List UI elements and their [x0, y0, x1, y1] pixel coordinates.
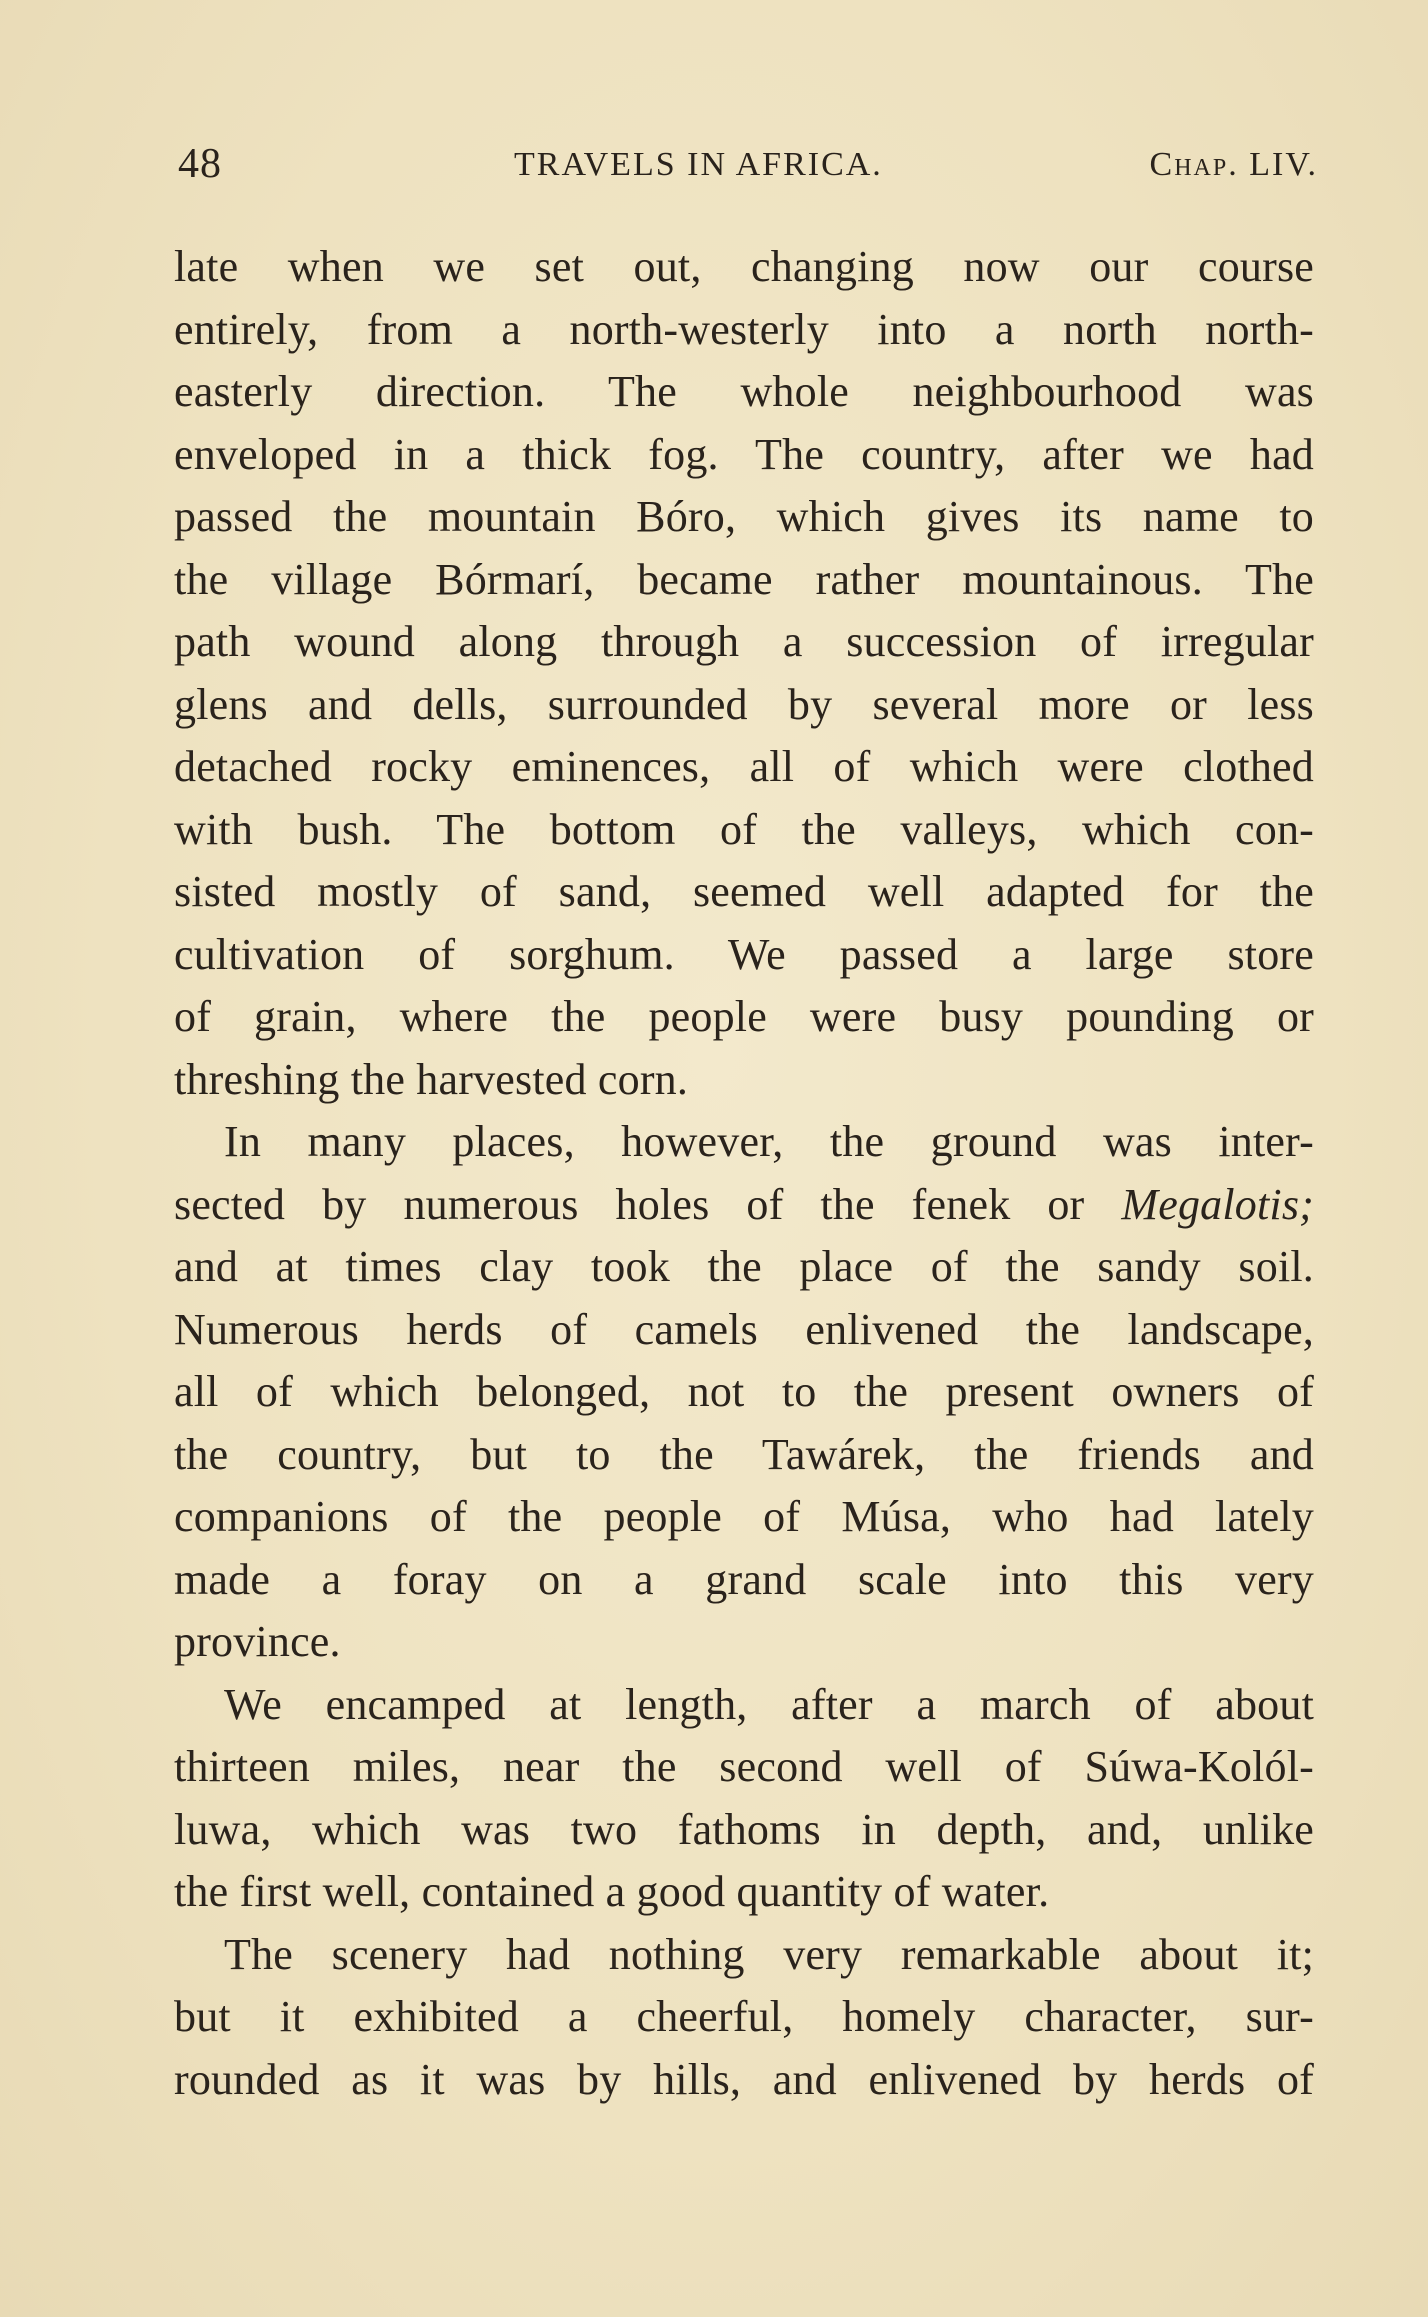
body-text	[174, 236, 1314, 2111]
chapter-label: Chap. LIV.	[1149, 146, 1318, 183]
text-line: all of which belonged, not to the present owners of	[174, 1367, 1314, 1416]
text-line: In many places, however, the ground was inter-	[224, 1117, 1314, 1166]
text-line: We encamped at length, after a march of about	[224, 1679, 1314, 1729]
text-line: enveloped in a thick fog. The country, after we had	[174, 429, 1314, 479]
text-line: rounded as it was by hills, and enlivened by herds of	[174, 2054, 1314, 2104]
text-line: cultivation of sorghum. We passed a large store	[174, 929, 1314, 979]
text-line: province.	[174, 1617, 341, 1666]
text-line: and at times clay took the place of the sandy soil.	[174, 1242, 1314, 1291]
italic-term: Megalotis;	[1121, 1179, 1314, 1229]
text-line: Numerous herds of camels enlivened the landscape,	[174, 1304, 1314, 1354]
text-line: passed the mountain Bóro, which gives its name to	[174, 492, 1314, 541]
text-line: of grain, where the people were busy pounding or	[174, 992, 1314, 1041]
text-line: sisted mostly of sand, seemed well adapted for the	[174, 867, 1314, 916]
running-head	[178, 140, 1318, 190]
text-line: late when we set out, changing now our course	[174, 242, 1314, 291]
text-line: the first well, contained a good quantity of water.	[174, 1867, 1050, 1916]
text-line: companions of the people of Músa, who had lately	[174, 1492, 1314, 1541]
text-line: made a foray on a grand scale into this very	[174, 1554, 1314, 1604]
text-line: path wound along through a succession of irregular	[174, 617, 1314, 666]
text-line: the village Bórmarí, became rather mountainous. The	[174, 554, 1314, 604]
text-line: The scenery had nothing very remarkable about it;	[224, 1929, 1314, 1979]
page-number: 48	[178, 141, 222, 187]
text-line: but it exhibited a cheerful, homely character, sur-	[174, 1992, 1314, 2041]
text-line: the country, but to the Tawárek, the friends and	[174, 1429, 1314, 1479]
text-line: threshing the harvested corn.	[174, 1054, 689, 1104]
text-line: with bush. The bottom of the valleys, which con-	[174, 804, 1314, 854]
book-title: TRAVELS IN AFRICA.	[514, 146, 883, 183]
text-line: glens and dells, surrounded by several more or less	[174, 679, 1314, 729]
text-line-segment: sected by numerous holes of the fenek or	[174, 1179, 1122, 1229]
text-line: thirteen miles, near the second well of Súwa-Kolól-	[174, 1742, 1314, 1791]
text-line: easterly direction. The whole neighbourhood was	[174, 367, 1314, 416]
text-line-mixed	[174, 1174, 1314, 1237]
text-line: entirely, from a north-westerly into a north north-	[174, 304, 1314, 354]
text-line: detached rocky eminences, all of which were clothed	[174, 742, 1314, 791]
text-line: luwa, which was two fathoms in depth, and, unlike	[174, 1804, 1314, 1854]
